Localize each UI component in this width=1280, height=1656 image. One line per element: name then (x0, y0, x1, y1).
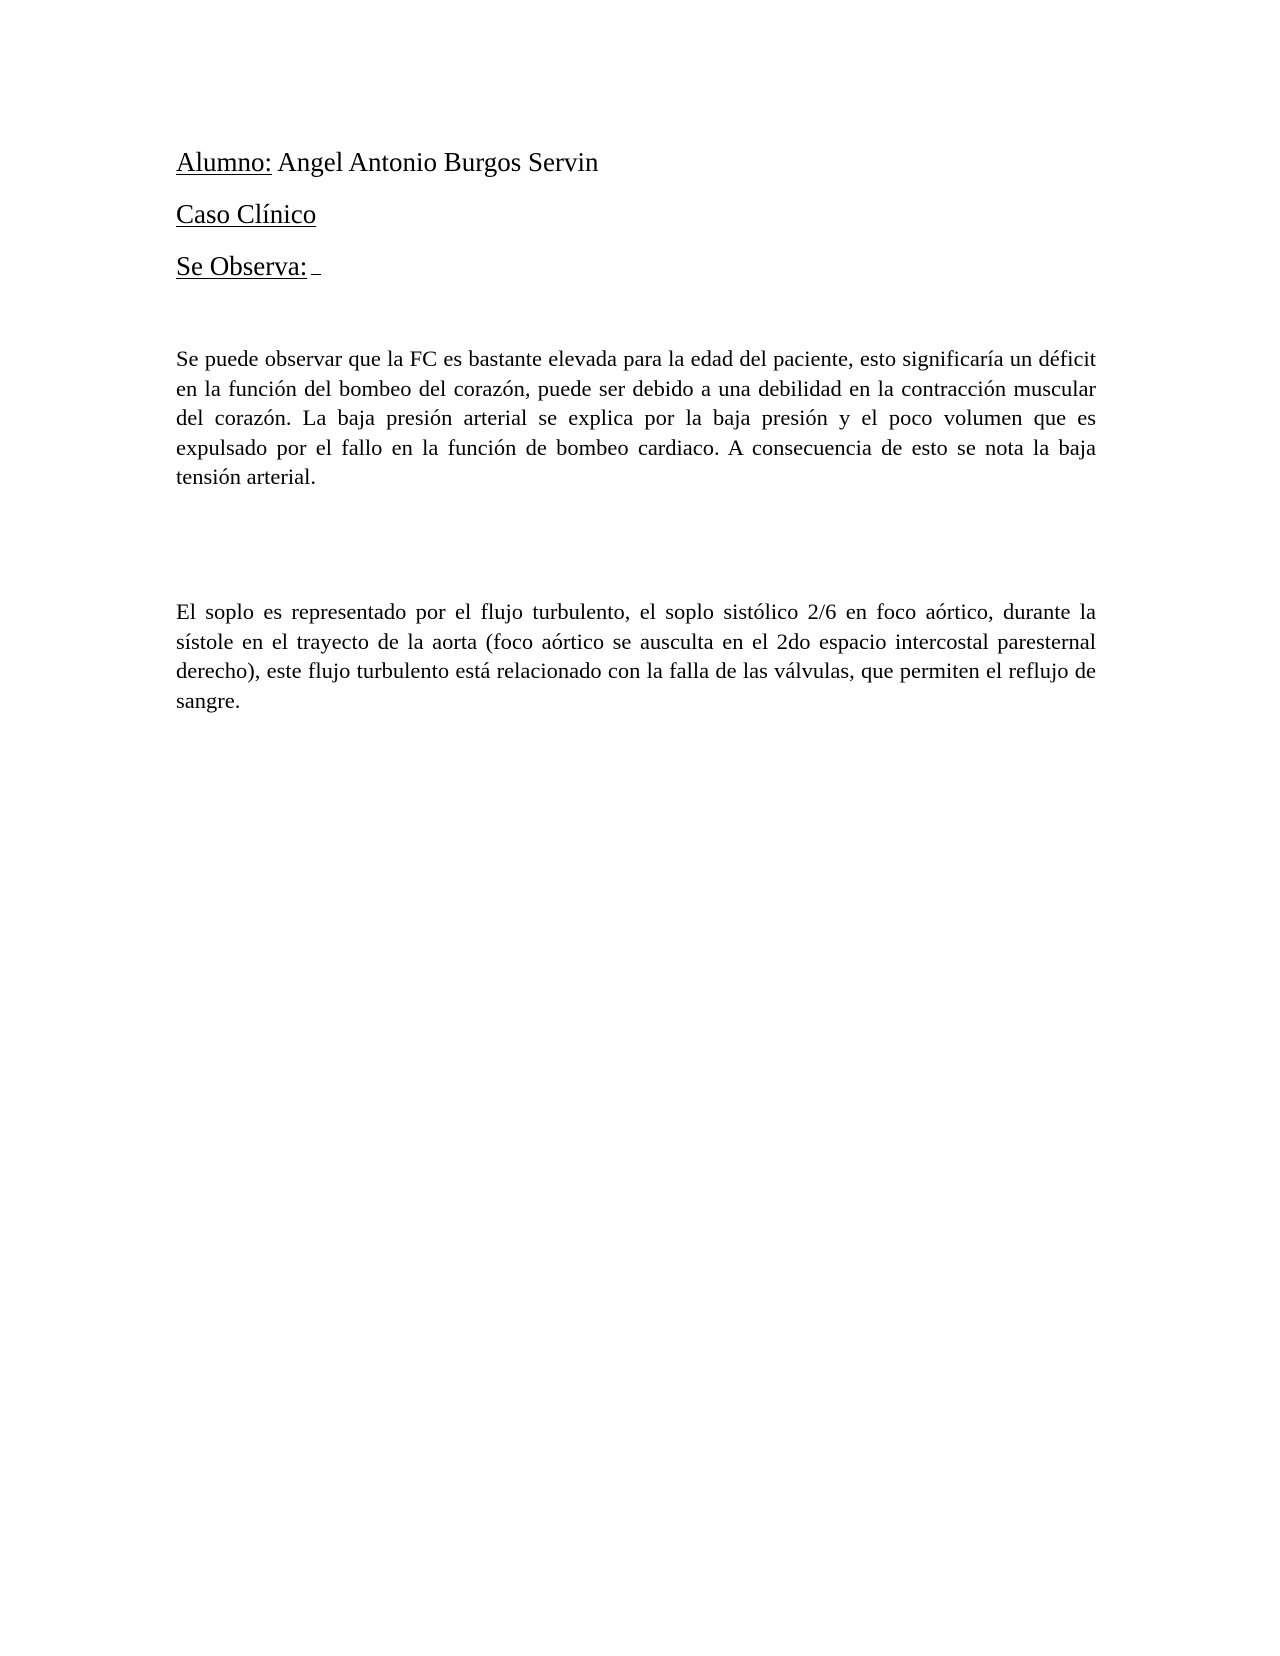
observation-paragraph: Se puede observar que la FC es bastante elevada para la edad del paciente, esto significaría un déficit en la función del bombeo del corazón, puede ser debido a una debilidad en la contracción muscular del corazón. La baja presión arterial se explica por la baja presión y el poco volumen que es expulsado por el fallo en la función de bombeo cardiaco. A consecuencia de esto se nota la baja tensión arterial. (176, 346, 1096, 490)
observe-label: Se Observa: (176, 251, 308, 281)
student-label: Alumno: (176, 147, 273, 177)
murmur-paragraph: El soplo es representado por el flujo turbulento, el soplo sistólico 2/6 en foco aórtico, durante la sístole en el trayecto de la aorta (foco aórtico se ausculta en el 2do espacio intercostal paresternal derecho), este flujo turbulento está relacionado con la falla de las válvulas, que permiten el reflujo de sangre. (176, 599, 1096, 713)
underline-blank (311, 273, 321, 275)
case-title: Caso Clínico (176, 199, 317, 229)
case-title-line (176, 197, 316, 231)
student-line (176, 145, 599, 179)
observe-line (176, 249, 321, 283)
student-name: Angel Antonio Burgos Servin (272, 147, 599, 177)
